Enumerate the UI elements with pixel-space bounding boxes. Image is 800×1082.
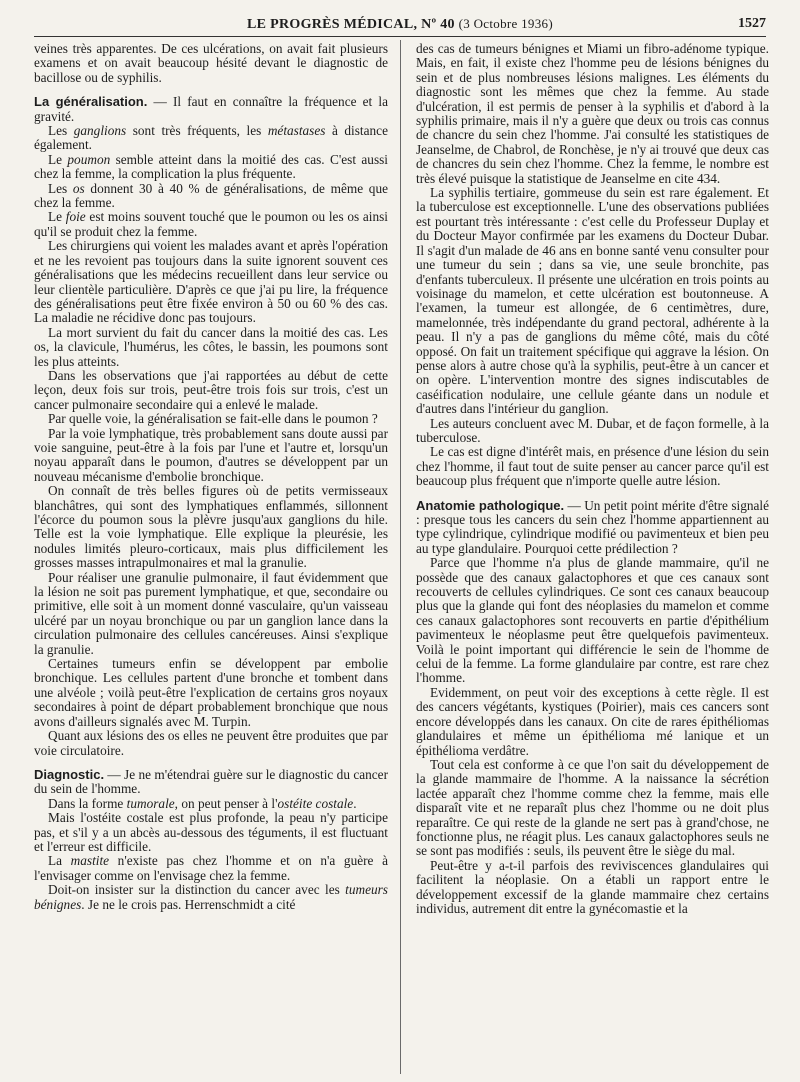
paragraph: Dans la forme tumorale, on peut penser à l'ostéite costale. [48, 795, 357, 811]
issue-date: (3 Octobre 1936) [458, 16, 553, 31]
paragraph: Parce que l'homme n'a plus de glande mammaire, qu'il ne possède que des canaux galactophores et que ces canaux sont recouverts de cellules cylindriques. Ce sont ces canaux beaucoup plus que la glande qui font des néoplasies du mamelon et comme ces canaux galactophores sont recouverts en partie d'épithélium pavimenteux le néoplasme peut être quelquefois pavimenteux. Voilà le point important qui différencie le sein de l'homme de celui de la femme. La forme glandulaire par contre, est rare chez l'homme. [416, 555, 769, 686]
column-divider [400, 40, 401, 1074]
paragraph: Le foie est moins souvent touché que le poumon ou les os ainsi qu'il se produit chez la femme. [34, 209, 388, 239]
journal-name: LE PROGRÈS MÉDICAL, Nº 40 [247, 17, 455, 32]
header-rule [34, 36, 766, 37]
paragraph: Pour réaliser une granulie pulmonaire, il faut évidemment que la lésion ne soit pas purement lymphatique, et que, secondaire ou primitive, elle soit à un moment donné vasculaire, qu'un vaisseau ulcéré par un noyau bronchique ou par un ganglion lance dans la circulation pulmonaire des cellules cancéreuses. Ainsi s'explique la granulie. [34, 569, 388, 657]
paragraph: Le poumon semble atteint dans la moitié des cas. C'est aussi chez la femme, la complication la plus fréquente. [34, 151, 388, 182]
section-intro: — Un petit point mérite d'être signalé : presque tous les cancers du sein chez l'homme appartiennent au type cylindrique, cylindrique modifié ou pavimenteux et bien peu au type glandulaire. Pourquoi cette prédilection ? [416, 497, 769, 556]
paragraph: Les chirurgiens qui voient les malades avant et après l'opération et ne les revoient pas toujours dans la suite ignorent souvent ces généralisations que les médecins recueillent dans leur service ou leur clientèle particulière. D'après ce que j'ai pu lire, la fréquence des généralisations peut être fixée environ à 50 ou 60 % des cas. La maladie ne récidive donc pas toujours. [34, 238, 389, 326]
section-generalisation [34, 95, 388, 124]
paragraph: Le cas est digne d'intérêt mais, en présence d'une lésion du sein chez l'homme, il faut tout de suite penser au cancer parce qu'il est beaucoup plus fréquent que n'importe quelle autre lésion. [416, 444, 769, 489]
paragraph: On connaît de très belles figures où de petits vermisseaux blanchâtres, qui sont des lymphatiques enflammés, sillonnent l'écorce du poumon sous la plèvre jusqu'aux ganglions du hile. Telle est la voie lymphatique. Elle explique la pleurésie, les nodules limités pleuro-corticaux, mais plus difficilement les grosses masses intrapulmonaires et mal la granulie. [34, 483, 388, 571]
paragraph: Tout cela est conforme à ce que l'on sait du développement de la glande mammaire de l'homme. A la naissance la sécrétion lactée apparaît chez l'homme comme chez la femme, mais elle disparaît vite et ne reparaît plus chez l'homme ou ne doit plus reparaître. Ce qui reste de la glande ne sert pas à grand'chose, ne fonctionne plus, ne réagit plus. Les canaux galactophores seuls ne se sont pas modifiés : seuls, ils peuvent être le siège du mal. [416, 756, 769, 859]
paragraph: La syphilis tertiaire, gommeuse du sein est rare également. Et la tuberculose est exceptionnelle. L'une des observations publiées est pourtant très intéressante : c'est celle du Professeur Duplay et du Docteur Mayor confirmée par les examens du Docteur Dubar. Il s'agit d'un malade de 46 ans en bonne santé venu consulter pour une tumeur du sein ; dans sa vie, une seule bronchite, pas d'enfants tuberculeux. Il présente une ulcération en trois points au voisinage du mamelon, et cette ulcération est boutonneuse. A l'examen, la tumeur est allongée, de 6 centimètres, dure, mamelonnée, très indépendante du grand pectoral, adhérente à la peau. Il n'y a pas de ganglions du même côté, mais du côté opposé. On fait un traitement spécifique qui aggrave la lésion. On pense alors à autre chose qu'à la syphilis, peut-être à un cancer et on opère. L'intervention montre des signes indiscutables de caséification nodulaire, une cellule géante dans un nodule et d'autres dans l'intérieur du ganglion. [416, 185, 769, 417]
paragraph: Evidemment, on peut voir des exceptions à cette règle. Il est des cancers végétants, kystiques (Poirier), mais ces cancers sont encore développés dans les canaux. On cite de rares épithéliomas glandulaires et même un épithélioma mé lanique et un épithélioma verdâtre. [416, 684, 769, 758]
paragraph: Les ganglions sont très fréquents, les métastases à distance également. [34, 123, 388, 153]
left-column [34, 42, 388, 912]
section-heading: Anatomie pathologique. [416, 497, 565, 513]
journal-title [34, 14, 766, 35]
running-header [34, 14, 766, 34]
section-heading: Diagnostic. [34, 766, 105, 782]
paragraph: Doit-on insister sur la distinction du cancer avec les tumeurs bénignes. Je ne le crois pas. Herrenschmidt a cité [34, 882, 388, 912]
paragraph: veines très apparentes. De ces ulcérations, on avait fait plusieurs examens et on avait beaucoup hésité devant le diagnostic de bacillose ou de syphilis. [34, 41, 388, 85]
section-intro: — Je ne m'étendrai guère sur le diagnostic du cancer du sein de l'homme. [34, 766, 388, 797]
section-heading: La généralisation. [34, 94, 148, 110]
paragraph: Quant aux lésions des os elles ne peuvent être produites que par voie circulatoire. [34, 728, 388, 758]
paragraph: Peut-être y a-t-il parfois des reviviscences glandulaires qui facilitent la néoplasie. On a établi un rapport entre le développement excessif de la glande mammaire chez certains individus, autrement dit entre la gynécomastie et la [416, 857, 769, 916]
paragraph: La mastite n'existe pas chez l'homme et on n'a guère à l'envisager comme on l'envisage chez la femme. [34, 853, 388, 883]
paragraph: Dans les observations que j'ai rapportées au début de cette leçon, deux fois sur trois, peut-être trois fois sur trois, c'est un cancer pulmonaire secondaire qui a enlevé le malade. [34, 367, 388, 412]
paragraph: Les os donnent 30 à 40 % de généralisations, de même que chez la femme. [34, 180, 388, 211]
paragraph: La mort survient du fait du cancer dans la moitié des cas. Les os, la clavicule, l'humérus, les côtes, le bassin, les poumons sont les plus atteints. [34, 324, 388, 369]
section-anatomie [416, 499, 769, 557]
paragraph: Par quelle voie, la généralisation se fait-elle dans le poumon ? [48, 411, 378, 427]
paragraph: des cas de tumeurs bénignes et Miami un fibro-adénome typique. Mais, en fait, il existe chez l'homme peu de lésions bénignes du sein et de plus nombreuses lésions malignes. Les éléments du diagnostic sont les mêmes que chez la femme. Au stade d'ulcération, il est permis de penser à la syphilis et d'abord à la syphilis primaire, mais il n'y a guère que deux ou trois cas connus de chancre du sein chez l'homme. J'ai consulté les statistiques de Jeanselme, de Chabrol, de Ronchèse, je n'y ai trouvé que deux cas de chancres du sein chez l'homme. Chez la femme, le nombre est très élevé puisque la statistique de Jeanselme en cite 434. [416, 41, 769, 186]
section-diagnostic [34, 768, 388, 797]
paragraph: Par la voie lymphatique, très probablement sans doute aussi par voie sanguine, peut-être à la fois par l'une et l'autre et, lorsqu'un noyau apparaît dans le poumon, d'autres se développent par un nouveau mécanisme d'embolie bronchique. [34, 425, 388, 484]
page-number: 1527 [738, 16, 766, 31]
paragraph: Les auteurs concluent avec M. Dubar, et de façon formelle, à la tuberculose. [416, 415, 769, 445]
paragraph: Mais l'ostéite costale est plus profonde, la peau n'y participe pas, et s'il y a un abcès au-dessous des téguments, il est fluctuant et l'erreur est difficile. [34, 810, 388, 854]
paragraph: Certaines tumeurs enfin se développent par embolie bronchique. Les cellules partent d'une bronche et tombent dans une alvéole ; voilà peut-être l'explication de certains gros noyaux secondaires à point de départ probablement bronchique que nous avons d'ailleurs signalés avec M. Turpin. [34, 656, 388, 729]
section-intro: — Il faut en connaître la fréquence et la gravité. [34, 94, 388, 124]
right-column [416, 42, 769, 916]
